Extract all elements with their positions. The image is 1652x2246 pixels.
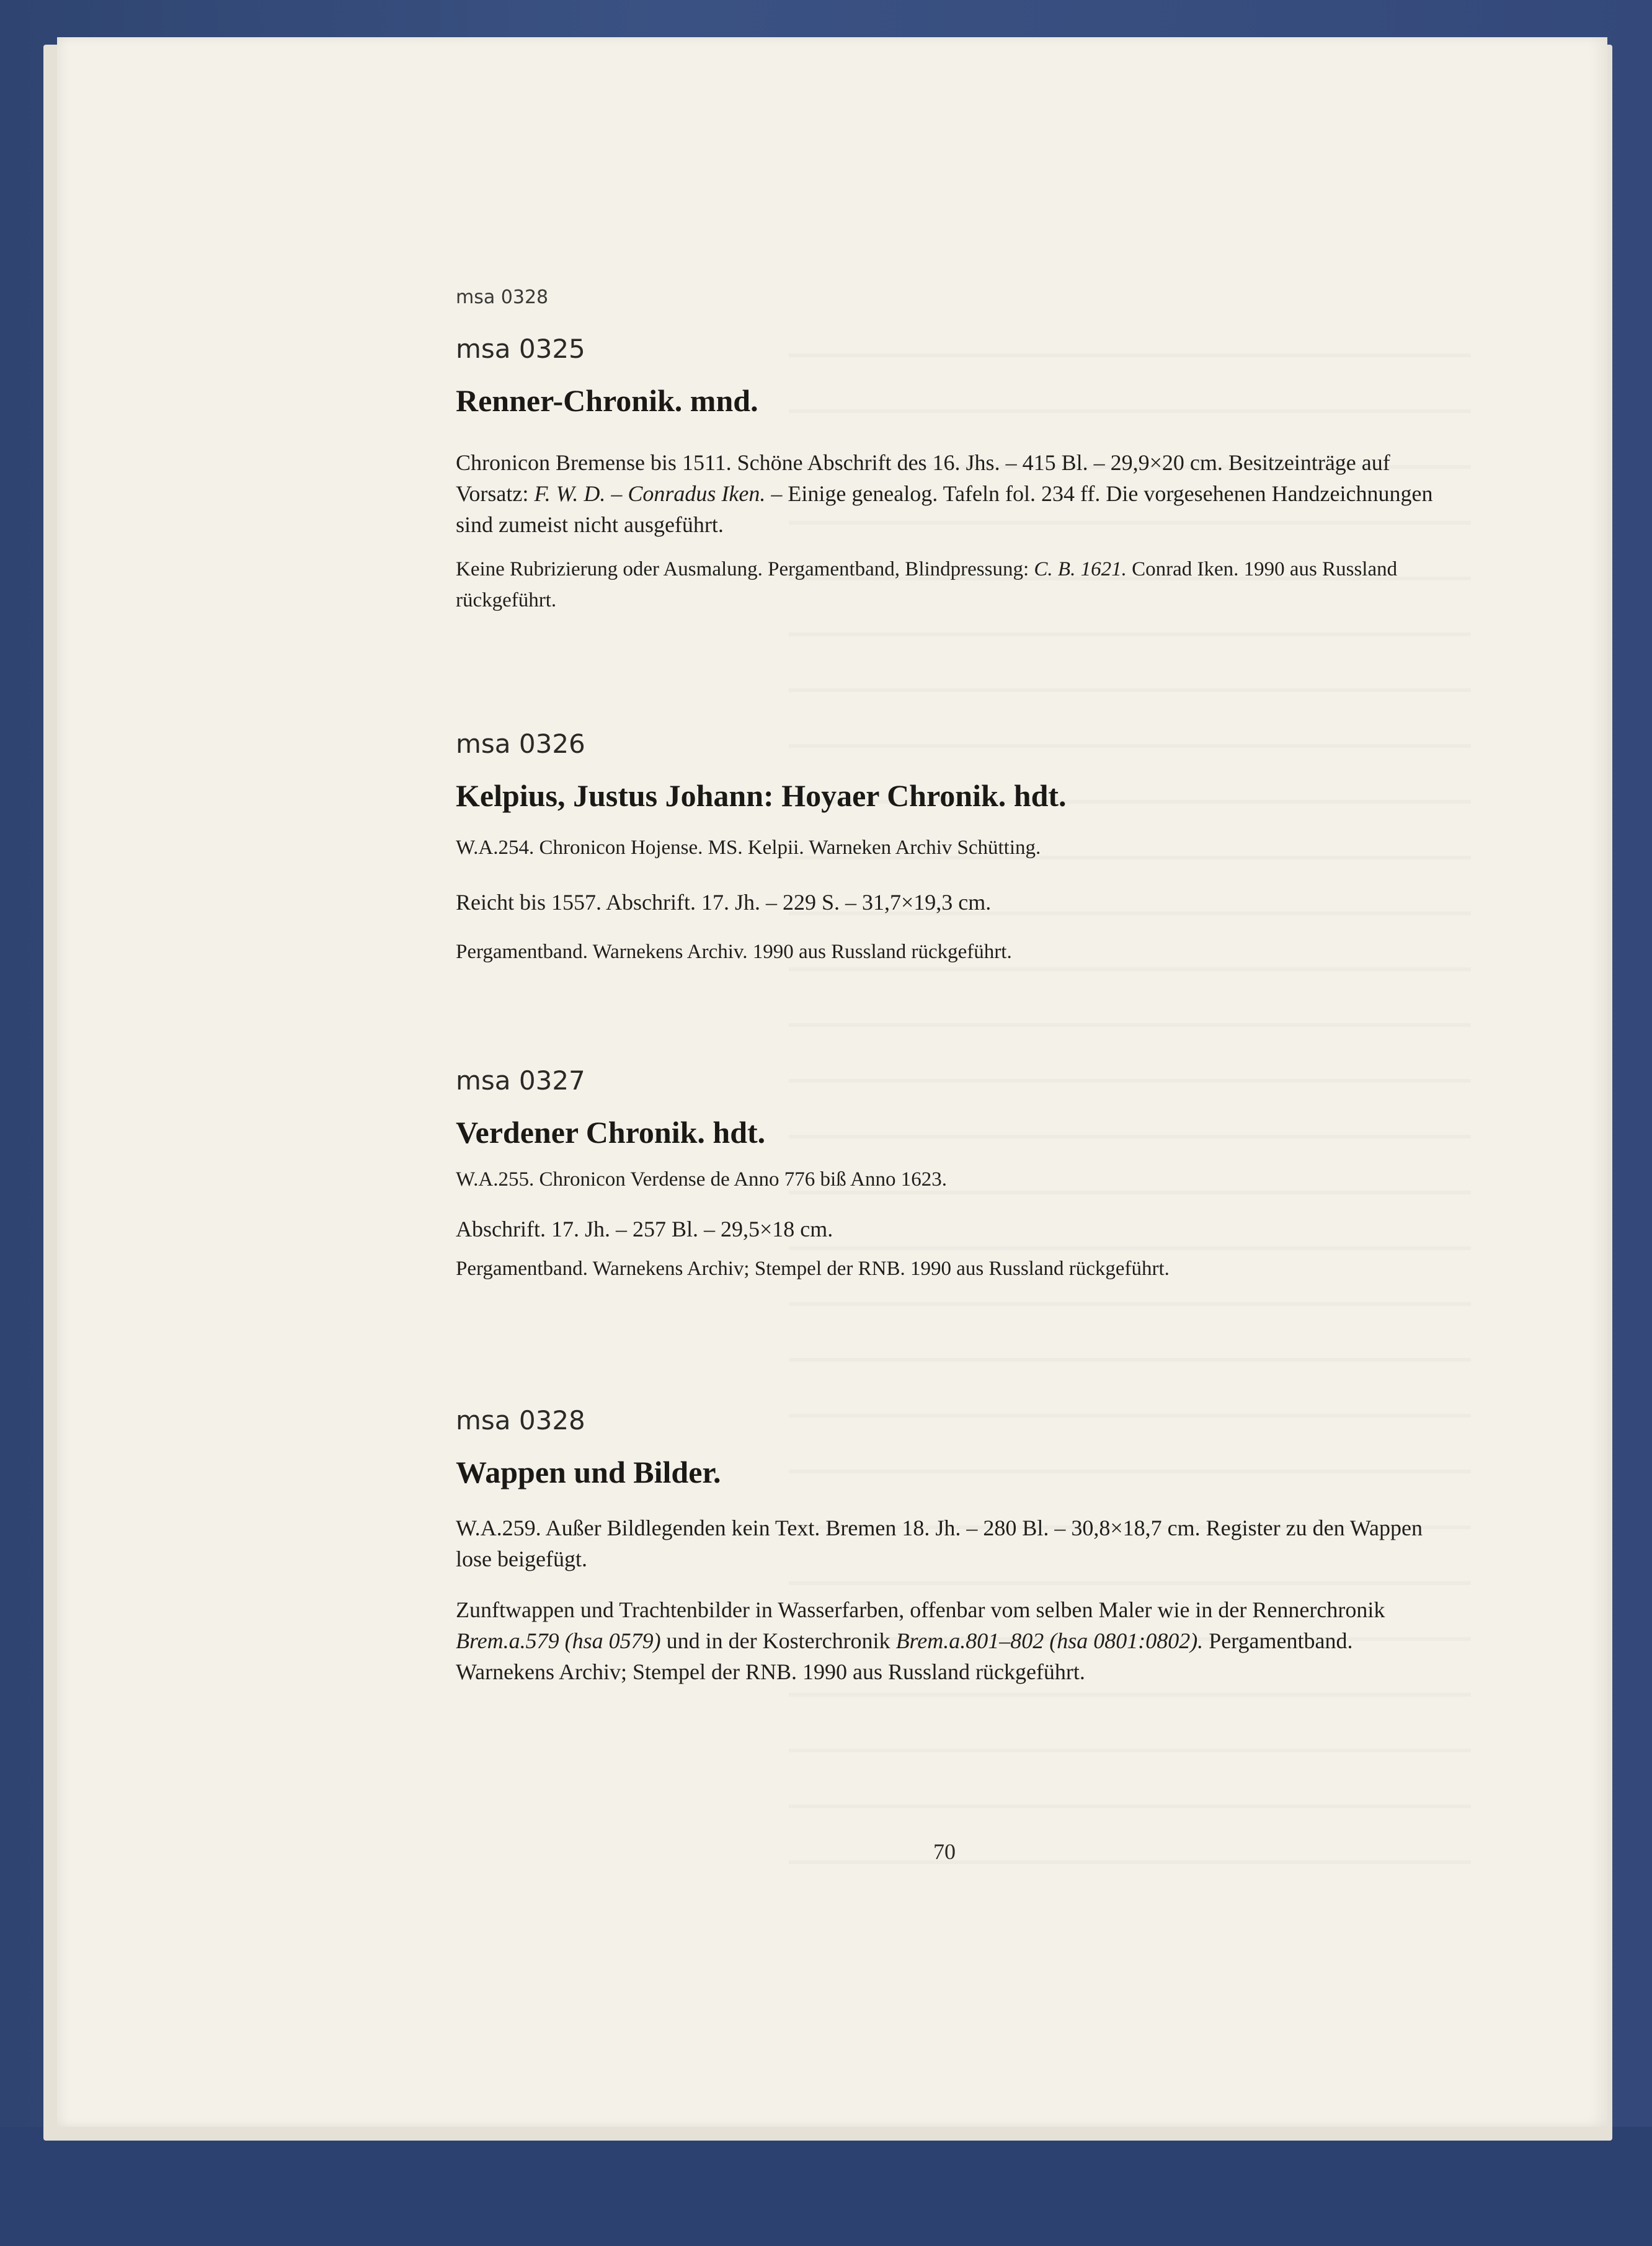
- catalog-entry-msa-0328: [456, 1405, 1442, 1701]
- provenance-italic: C. B. 1621.: [1034, 558, 1127, 580]
- provenance-italic: Brem.a.801–802 (hsa 0801:0802).: [895, 1628, 1204, 1653]
- provenance-text: Conrad Iken. 1990 aus Russland rückgeführt.: [456, 558, 1398, 611]
- catalog-entry-msa-0325: [456, 334, 1442, 629]
- entry-shelfmark-note: W.A.255. Chronicon Verdense de Anno 776 biß Anno 1623.: [456, 1168, 947, 1191]
- provenance-italic: Brem.a.579 (hsa 0579): [456, 1628, 661, 1653]
- provenance-text: Keine Rubrizierung oder Ausmalung. Pergamentband, Blindpressung:: [456, 558, 1034, 580]
- entry-shelfmark-note: W.A.254. Chronicon Hojense. MS. Kelpii. Warneken Archiv Schütting.: [456, 837, 1041, 859]
- catalog-entry-msa-0327: [456, 1065, 1442, 1298]
- entry-description: Reicht bis 1557. Abschrift. 17. Jh. – 229 S. – 31,7×19,3 cm.: [456, 890, 992, 915]
- description-text: Chronicon Bremense bis 1511. Schöne Abschrift des 16. Jhs. – 415 Bl. – 29,9×20 cm. Besitzeinträge auf Vorsatz:: [456, 450, 1390, 506]
- entry-signature: msa 0325: [456, 334, 585, 364]
- provenance-text: und in der Kosterchronik: [660, 1628, 896, 1653]
- catalog-entry-msa-0326: [456, 729, 1442, 981]
- entry-description: [456, 447, 1442, 540]
- entry-provenance: Pergamentband. Warnekens Archiv. 1990 aus Russland rückgeführt.: [456, 941, 1012, 963]
- page-number: 70: [933, 1839, 956, 1864]
- entry-title: Kelpius, Justus Johann: Hoyaer Chronik. hdt.: [456, 778, 1067, 813]
- description-text: – Einige genealog. Tafeln fol. 234 ff. Die vorgesehenen Handzeichnungen sind zumeist nicht ausgeführt.: [456, 481, 1433, 537]
- entry-provenance: [456, 554, 1442, 616]
- provenance-text: Zunftwappen und Trachtenbilder in Wasserfarben, offenbar vom selben Maler wie in der Rennerchronik: [456, 1597, 1385, 1622]
- entry-provenance: [456, 1594, 1442, 1687]
- running-head: msa 0328: [456, 286, 549, 308]
- entry-signature: msa 0328: [456, 1405, 585, 1436]
- entry-description: Abschrift. 17. Jh. – 257 Bl. – 29,5×18 cm.: [456, 1217, 833, 1241]
- provenance-text: Pergamentband. Warnekens Archiv; Stempel der RNB. 1990 aus Russland rückgeführt.: [456, 1628, 1353, 1684]
- entry-title: Wappen und Bilder.: [456, 1455, 721, 1489]
- entry-title: Verdener Chronik. hdt.: [456, 1115, 766, 1150]
- entry-signature: msa 0327: [456, 1065, 585, 1096]
- entry-signature: msa 0326: [456, 729, 585, 759]
- entry-provenance: Pergamentband. Warnekens Archiv; Stempel der RNB. 1990 aus Russland rückgeführt.: [456, 1258, 1170, 1280]
- entry-title: Renner-Chronik. mnd.: [456, 383, 758, 418]
- book-cover-bottom: [0, 2127, 1652, 2246]
- description-italic: F. W. D. – Conradus Iken.: [534, 481, 766, 506]
- entry-description: W.A.259. Außer Bildlegenden kein Text. Bremen 18. Jh. – 280 Bl. – 30,8×18,7 cm. Register zu den Wappen lose beigefügt.: [456, 1516, 1423, 1571]
